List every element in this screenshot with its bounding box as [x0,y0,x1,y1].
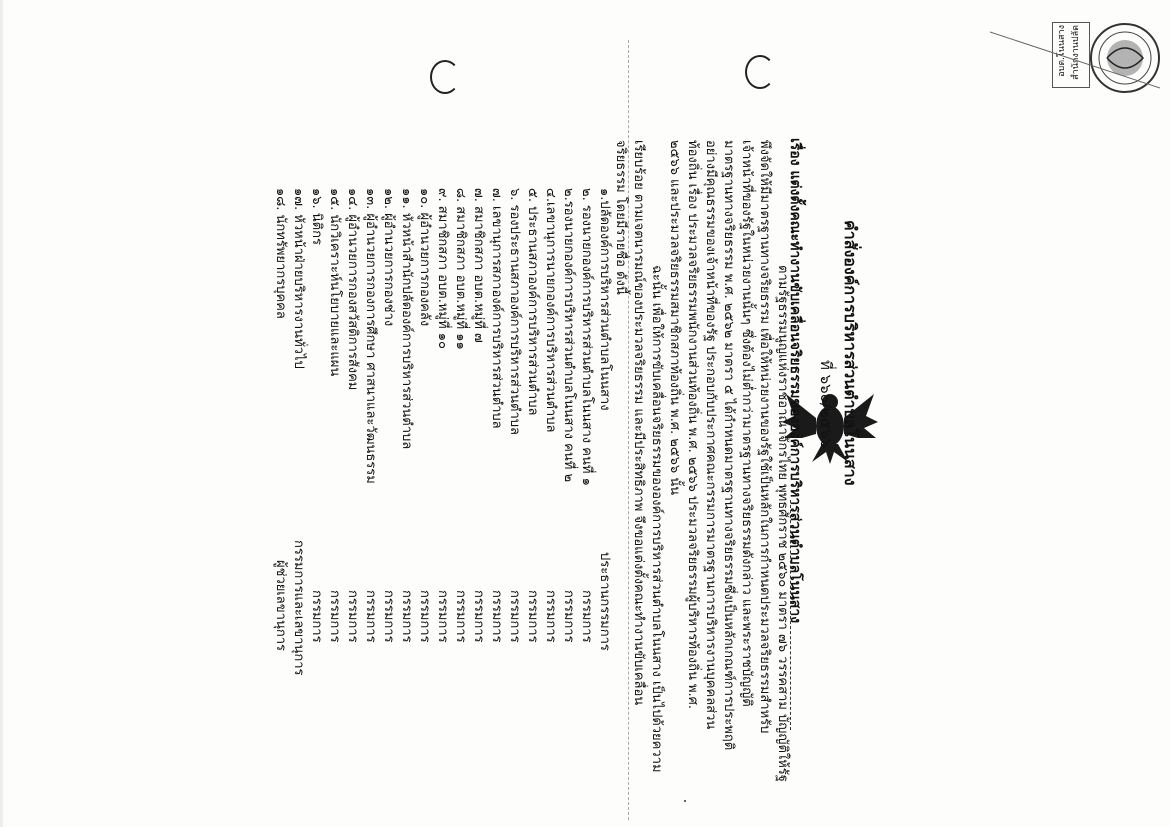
member-role: กรรมการ [327,590,342,643]
member-role: กรรมการ [453,590,468,643]
member-name: ๑๐. ผู้อำนวยการกองคลัง [417,188,432,327]
member-name: ๑๗. หัวหน้าฝ่ายบริหารงานทั่วไป [291,188,306,369]
member-name: ๑.ปลัดองค์การบริหารส่วนตำบลโนนสาง [597,188,612,411]
body-line: ฉะนั้น เพื่อให้การขับเคลื่อนจริยธรรมขององค์การบริหารส่วนตำบลโนนสาง เป็นไปด้วยความ [649,265,664,773]
member-role: กรรมการ [525,590,540,643]
member-role: กรรมการ [381,590,396,643]
member-name: ๑๑. หัวหน้าสำนักปลัดองค์การบริหารส่วนตำบล [399,188,414,450]
member-role: กรรมการ [471,590,486,643]
member-role: ผู้ช่วยเลขานุการ [273,560,288,651]
body-line: ๒๕๖๖ และประมวลจริยธรรมสมาชิกสภาท้องถิ่น พ.ศ. ๒๕๖๖ นั้น [667,140,682,496]
member-role: กรรมการ [579,590,594,643]
stamp-line-2: อบต.โนนสาง [1057,25,1067,77]
member-role: กรรมการ [309,590,324,643]
punch-hole [745,55,775,89]
member-name: ๒.รองนายกองค์การบริหารส่วนตำบลโนนสาง คนที่ ๒ [561,188,576,483]
title-underline [790,500,792,730]
member-name: ๘. สมาชิกสภา อบต.หมู่ที่ ๑๑ [453,188,468,350]
member-name: ๗. เลขานุการสภาองค์การบริหารส่วนตำบล [489,188,504,429]
member-name: ๒. รองนายกองค์การบริหารส่วนตำบลโนนสาง คนที่ ๑ [579,188,594,486]
member-name: ๖. รองประธานสภาองค์การบริหารส่วนตำบล [507,188,522,435]
body-line: พึงจัดให้มีมาตรฐานทางจริยธรรม เพื่อให้หน่วยงานของรัฐใช้เป็นหลักในการกำหนดประมวลจริยธรรมสำหรับ [757,140,772,734]
body-line: อย่างมีคุณธรรมของเจ้าหน้าที่ของรัฐ ประกอบกับประกาศคณะกรรมการมาตรฐานการบริหารงานบุคคลส่วน [703,140,718,730]
member-name: ๑๘. นักทรัพยากรบุคคล [273,188,288,319]
document-title: คำสั่งองค์การบริหารส่วนตำบลโนนสาง [841,220,860,486]
scan-speck [684,800,686,802]
member-role: กรรมการ [561,590,576,643]
stamp-line-1: สำนักงานปลัด [1071,25,1081,80]
member-name: ๔.เลขานุการนายกองค์การบริหารส่วนตำบล [543,188,558,433]
member-name: ๕. ประธานสภาองค์การบริหารส่วนตำบล [525,188,540,416]
body-line: ท้องถิ่น เรื่อง ประมวลจริยธรรมพนักงานส่วนท้องถิ่น พ.ศ. ๒๕๖๖ ประมวลจริยธรรมผู้บริหารท้องถิ่น พ.ศ. [685,140,700,710]
body-line: ตามรัฐธรรมนูญแห่งราชอาณาจักรไทย พุทธศักราช ๒๕๖๐ มาตรา ๗๖ วรรคสาม บัญญัติให้รัฐ [775,265,790,782]
stamp-slash [990,30,1160,90]
member-name: ๗. สมาชิกสภา อบต.หมู่ที่ ๗ [471,188,486,343]
body-line: จริยธรรม โดยมีรายชื่อ ดังนี้ [613,140,628,295]
member-role: กรรมการ [417,590,432,643]
subject-text: แต่งตั้งคณะทำงานขับเคลื่อนจริยธรรมขององค์การบริหารส่วนตำบลโนนสาง [787,170,803,624]
member-role: กรรมการ [489,590,504,643]
member-role: กรรมการ [363,590,378,643]
body-line: เจ้าหน้าที่ของรัฐในหน่วยงานนั้นๆ ซึ่งต้องไม่ต่ำกว่ามาตรฐานทางจริยธรรมดังกล่าว และพระราชบัญญัติ [739,140,754,707]
member-role: กรรมการ [543,590,558,643]
member-role: กรรมการ [399,590,414,643]
member-name: ๑๓. ผู้อำนวยการกองการศึกษา ศาสนาและวัฒนธรรม [363,188,378,484]
member-name: ๑๒. ผู้อำนวยการกองช่าง [381,188,396,327]
body-line: มาตรฐานทางจริยธรรม พ.ศ. ๒๕๖๒ มาตรา ๕ ได้กำหนดมาตรฐานทางจริยธรรมซึ่งเป็นหลักเกณฑ์การประพฤติ [721,140,736,751]
member-name: ๑๕. นักวิเคราะห์นโยบายและแผน [327,188,342,377]
member-name: ๑๖. นิติกร [309,188,324,245]
document-number: ที่ ๖๖๐/๒๕๖๖ [817,360,835,449]
member-role: กรรมการ [507,590,522,643]
member-role: กรรมการและเลขานุการ [291,540,306,676]
member-name: ๙. สมาชิกสภา อบต.หมู่ที่ ๑๐ [435,188,450,349]
member-role: กรรมการ [435,590,450,643]
body-line: เรียบร้อย ตามเจตนารมณ์ของประมวลจริยธรรม และมีประสิทธิภาพ จึงขอแต่งตั้งคณะทำงานขับเคลื่อน [631,140,646,706]
member-name: ๑๔. ผู้อำนวยการกองสวัสดิการสังคม [345,188,360,391]
member-role: กรรมการ [345,590,360,643]
punch-hole [430,60,460,94]
member-role: ประธานกรรมการ [597,552,612,651]
subject-label: เรื่อง [787,138,803,166]
page-edge [0,0,3,827]
